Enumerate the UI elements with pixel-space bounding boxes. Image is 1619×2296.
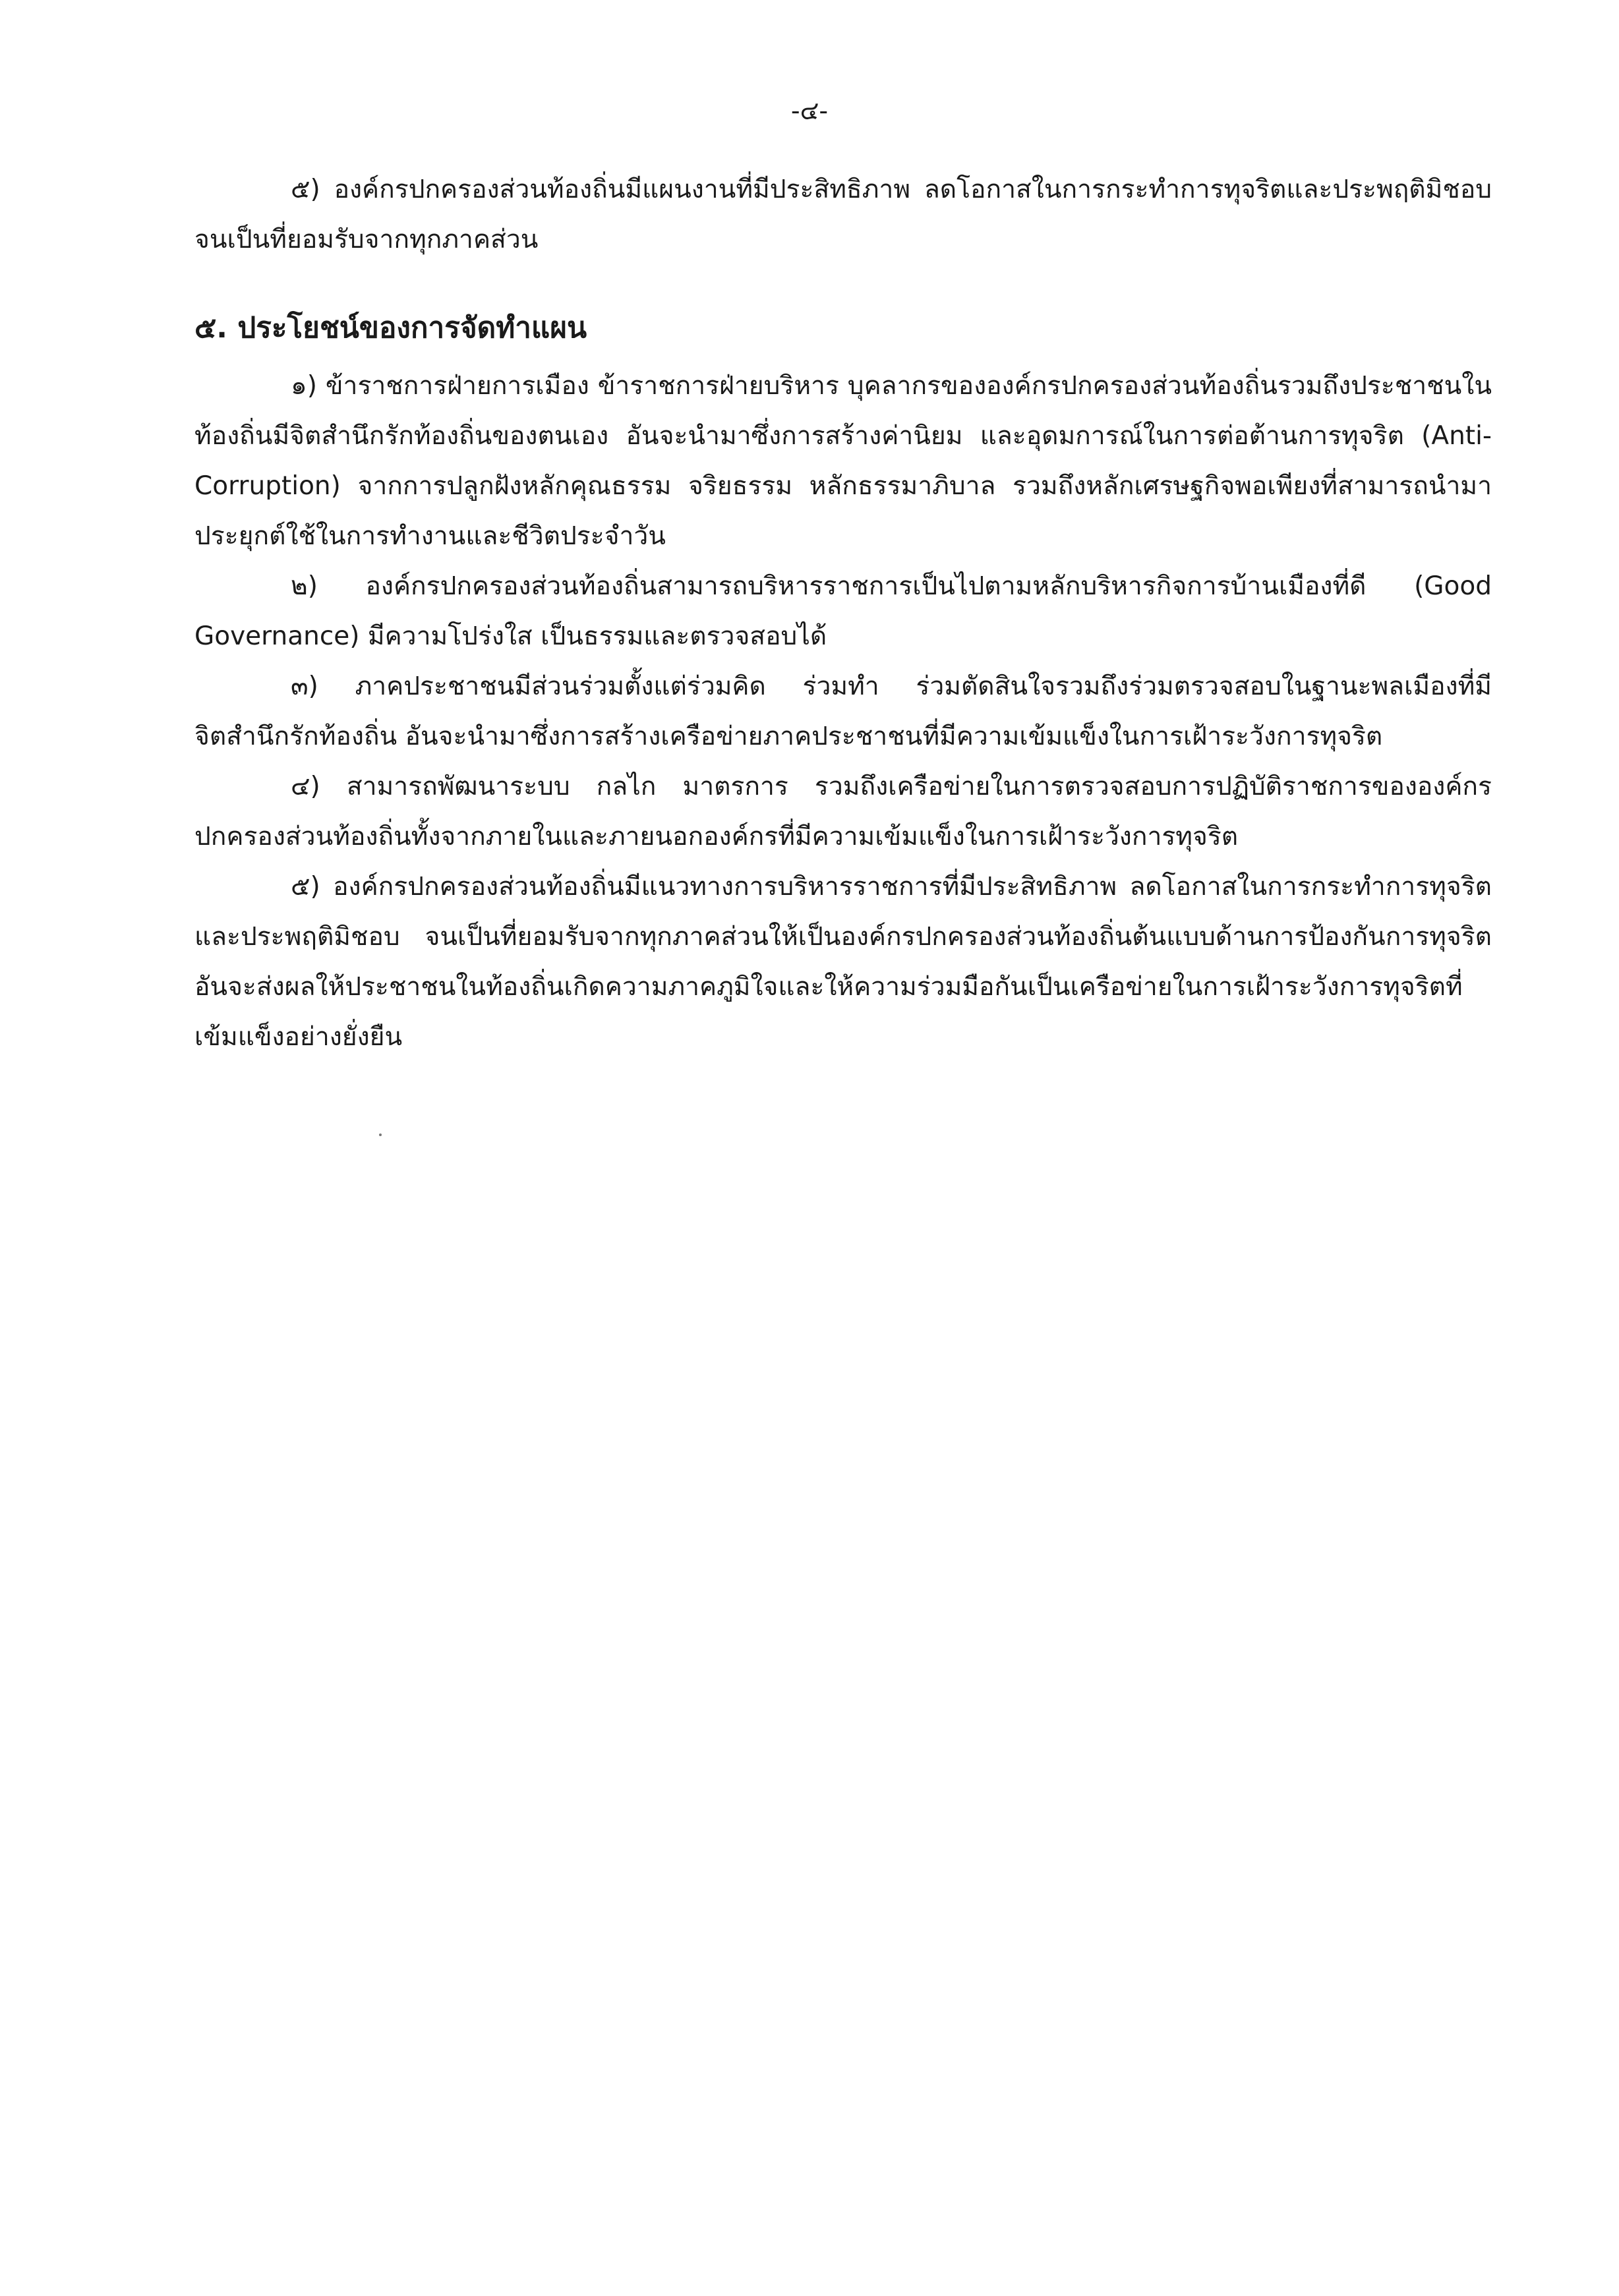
benefit-item-3: ๓) ภาคประชาชนมีส่วนร่วมตั้งแต่ร่วมคิด ร่วมทำ ร่วมตัดสินใจรวมถึงร่วมตรวจสอบในฐานะพลเมืองที่มีจิตสำนึกรักท้องถิ่น อันจะนำมาซึ่งการสร้างเครือข่ายภาคประชาชนที่มีความเข้มแข็งในการเฝ้าระวังการทุจริต xyxy=(194,672,1492,751)
benefit-item-1: ๑) ข้าราชการฝ่ายการเมือง ข้าราชการฝ่ายบริหาร บุคลากรขององค์กรปกครองส่วนท้องถิ่นรวมถึงประชาชนในท้องถิ่นมีจิตสำนึกรักท้องถิ่นของตนเอง อันจะนำมาซึ่งการสร้างค่านิยม และอุดมการณ์ในการต่อต้านการทุจริต (Anti-Corruption) จากการปลูกฝังหลักคุณธรรม จริยธรรม หลักธรรมาภิบาล รวมถึงหลักเศรษฐกิจพอเพียงที่สามารถนำมาประยุกต์ใช้ในการทำงานและชีวิตประจำวัน xyxy=(194,371,1492,551)
benefit-item-2: ๒) องค์กรปกครองส่วนท้องถิ่นสามารถบริหารราชการเป็นไปตามหลักบริหารกิจการบ้านเมืองที่ดี (Good Governance) มีความโปร่งใส เป็นธรรมและตรวจสอบได้ xyxy=(194,571,1492,651)
page-number: -๔- xyxy=(790,96,829,125)
benefit-item-5: ๕) องค์กรปกครองส่วนท้องถิ่นมีแนวทางการบริหารราชการที่มีประสิทธิภาพ ลดโอกาสในการกระทำการทุจริตและประพฤติมิชอบ จนเป็นที่ยอมรับจากทุกภาคส่วนให้เป็นองค์กรปกครองส่วนท้องถิ่นต้นแบบด้านการป้องกันการทุจริต อันจะส่งผลให้ประชาชนในท้องถิ่นเกิดความภาคภูมิใจและให้ความร่วมมือกันเป็นเครือข่ายในการเฝ้าระวังการทุจริตที่เข้มแข็งอย่างยั่งยืน xyxy=(194,872,1492,1052)
intro-paragraph: ๕) องค์กรปกครองส่วนท้องถิ่นมีแผนงานที่มีประสิทธิภาพ ลดโอกาสในการกระทำการทุจริตและประพฤติมิชอบจนเป็นที่ยอมรับจากทุกภาคส่วน xyxy=(194,175,1492,254)
section-heading: ๕. ประโยชน์ของการจัดทำแผน xyxy=(194,311,587,345)
document-body xyxy=(194,165,1492,1062)
benefit-item-4: ๔) สามารถพัฒนาระบบ กลไก มาตรการ รวมถึงเครือข่ายในการตรวจสอบการปฏิบัติราชการขององค์กรปกครองส่วนท้องถิ่นทั้งจากภายในและภายนอกองค์กรที่มีความเข้มแข็งในการเฝ้าระวังการทุจริต xyxy=(194,772,1492,851)
scan-speck xyxy=(379,1134,382,1136)
